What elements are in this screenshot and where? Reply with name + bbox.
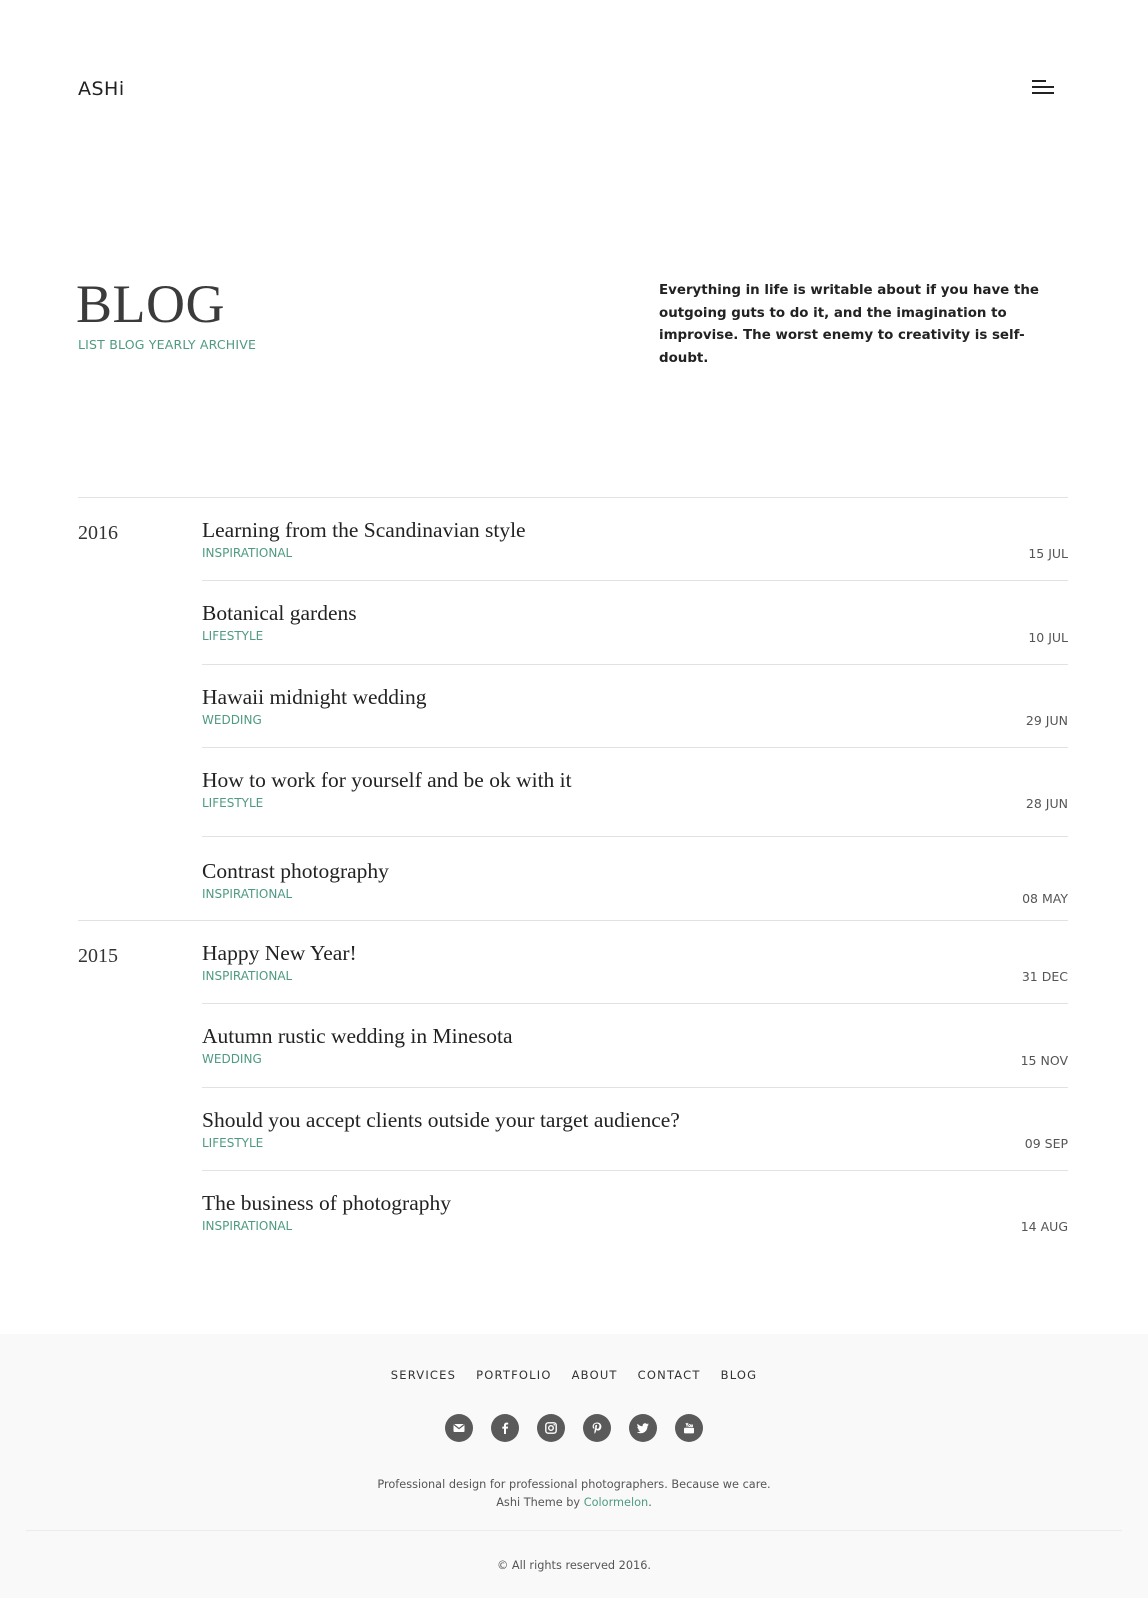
post-date: 31 DEC — [1021, 969, 1068, 984]
social-links — [0, 1414, 1148, 1442]
footer-divider — [26, 1530, 1122, 1531]
year-group-2015 — [78, 920, 1068, 1253]
post-date: 14 AUG — [1020, 1219, 1068, 1234]
footer-nav-portfolio[interactable]: PORTFOLIO — [476, 1368, 552, 1382]
post-category-link[interactable]: LIFESTYLE — [202, 629, 264, 643]
post-item — [202, 580, 1068, 664]
page-title: BLOG — [76, 274, 225, 334]
post-title-link[interactable]: Should you accept clients outside your target audience? — [202, 1108, 680, 1132]
footer-nav — [0, 1368, 1148, 1382]
facebook-icon[interactable] — [491, 1414, 519, 1442]
post-item — [202, 836, 1068, 920]
hamburger-menu-icon[interactable] — [1030, 78, 1056, 96]
tagline-line-2 — [0, 1494, 1148, 1512]
post-date: 08 MAY — [1022, 891, 1068, 906]
footer-nav-about[interactable]: ABOUT — [571, 1368, 618, 1382]
site-footer — [0, 1334, 1148, 1598]
instagram-icon[interactable] — [537, 1414, 565, 1442]
footer-nav-contact[interactable]: CONTACT — [637, 1368, 701, 1382]
post-category-link[interactable]: WEDDING — [202, 1052, 262, 1066]
year-group-2016 — [78, 497, 1068, 920]
post-title-link[interactable]: Learning from the Scandinavian style — [202, 518, 526, 542]
post-date: 15 NOV — [1020, 1053, 1068, 1068]
post-date: 09 SEP — [1024, 1136, 1068, 1151]
post-category-link[interactable]: INSPIRATIONAL — [202, 546, 293, 560]
pinterest-icon[interactable] — [583, 1414, 611, 1442]
post-item — [202, 498, 1068, 580]
post-title-link[interactable]: How to work for yourself and be ok with it — [202, 768, 572, 792]
post-date: 28 JUN — [1025, 796, 1068, 811]
post-item — [202, 664, 1068, 747]
site-logo[interactable]: ASHi — [78, 78, 125, 100]
year-label: 2015 — [78, 945, 118, 967]
post-title-link[interactable]: Contrast photography — [202, 859, 389, 883]
post-date: 10 JUL — [1028, 630, 1068, 645]
tagline-prefix: Ashi Theme by — [496, 1496, 584, 1509]
footer-tagline — [0, 1476, 1148, 1512]
post-category-link[interactable]: INSPIRATIONAL — [202, 887, 293, 901]
intro-quote: Everything in life is writable about if you have the outgoing guts to do it, and the imagination to improvise. The worst enemy to creativity is self-doubt. — [659, 283, 1039, 366]
copyright-text: © All rights reserved 2016. — [496, 1559, 652, 1572]
footer-nav-services[interactable]: SERVICES — [390, 1368, 457, 1382]
post-title-link[interactable]: Happy New Year! — [202, 941, 357, 965]
post-item — [202, 1087, 1068, 1170]
youtube-icon[interactable] — [675, 1414, 703, 1442]
post-category-link[interactable]: LIFESTYLE — [202, 1136, 264, 1150]
post-category-link[interactable]: LIFESTYLE — [202, 796, 264, 810]
post-title-link[interactable]: Hawaii midnight wedding — [202, 685, 427, 709]
post-title-link[interactable]: Botanical gardens — [202, 601, 357, 625]
twitter-icon[interactable] — [629, 1414, 657, 1442]
post-category-link[interactable]: INSPIRATIONAL — [202, 969, 293, 983]
post-item — [202, 921, 1068, 1003]
year-label: 2016 — [78, 522, 118, 544]
post-date: 15 JUL — [1028, 546, 1068, 561]
page-subtitle: LIST BLOG YEARLY ARCHIVE — [78, 337, 257, 352]
tagline-line-1: Professional design for professional photographers. Because we care. — [377, 1478, 771, 1491]
email-icon[interactable] — [445, 1414, 473, 1442]
footer-nav-blog[interactable]: BLOG — [720, 1368, 758, 1382]
post-category-link[interactable]: INSPIRATIONAL — [202, 1219, 293, 1233]
post-title-link[interactable]: The business of photography — [202, 1191, 452, 1215]
post-category-link[interactable]: WEDDING — [202, 713, 262, 727]
post-item — [202, 1170, 1068, 1253]
post-title-link[interactable]: Autumn rustic wedding in Minesota — [202, 1024, 513, 1048]
tagline-suffix: . — [648, 1496, 652, 1509]
colormelon-link[interactable]: Colormelon — [583, 1496, 649, 1509]
post-item — [202, 747, 1068, 836]
blog-archive — [78, 497, 1068, 1253]
post-item — [202, 1003, 1068, 1087]
post-date: 29 JUN — [1025, 713, 1068, 728]
